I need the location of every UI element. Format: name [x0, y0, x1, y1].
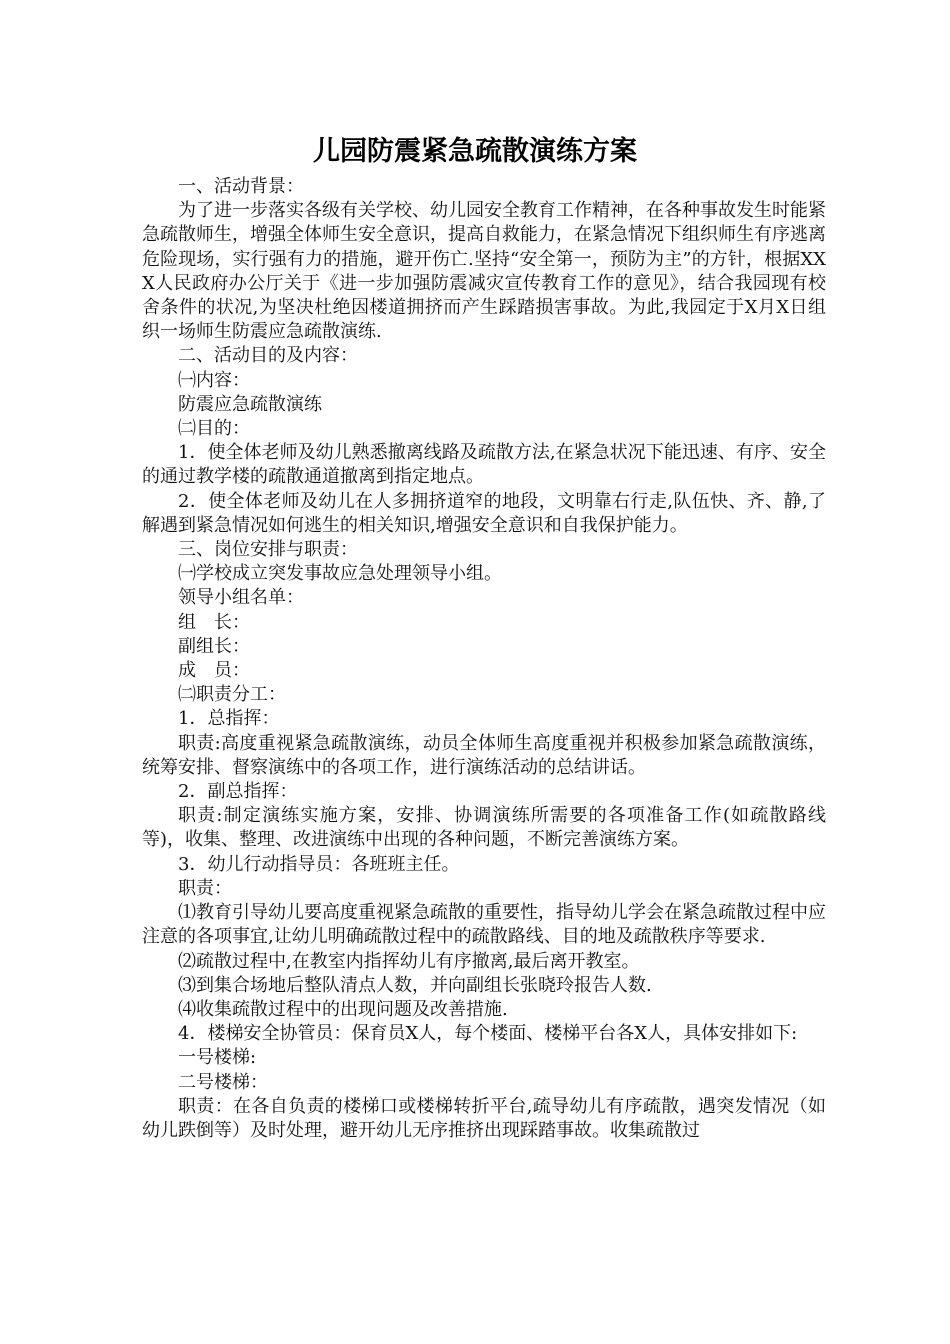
subheading-content: ㈠内容： — [178, 369, 250, 391]
section-heading-purpose: 二、活动目的及内容： — [178, 345, 358, 367]
leadership-list-label: 领导小组名单： — [178, 587, 304, 609]
purpose-item-2: 2．使全体老师及幼儿在人多拥挤道窄的地段，文明靠右行走,队伍快、齐、静,了解遇到紧急情况如何逃生的相关知识,增强安全意识和自我保护能力。 — [142, 490, 826, 536]
child-guide-duty-4: ⑷收集疏散过程中的出现问题及改善措施. — [178, 998, 508, 1020]
section-heading-duties: 三、岗位安排与职责： — [178, 539, 358, 561]
role-deputy-commander-duty: 职责:制定演练实施方案，安排、协调演练所需要的各项准备工作(如疏散路线等)，收集、整理、改进演练中出现的各种问题，不断完善演练方案。 — [142, 805, 826, 851]
content-line: 防震应急疏散演练 — [178, 393, 322, 415]
group-leader-line: 组 长： — [178, 611, 250, 633]
document-body — [142, 175, 826, 1143]
role-child-guide-duty-label: 职责： — [178, 877, 232, 899]
purpose-item-1: 1．使全体老师及幼儿熟悉撤离线路及疏散方法,在紧急状况下能迅速、有序、安全的通过教学楼的疏散通道撤离到指定地点。 — [142, 442, 826, 488]
child-guide-duty-3: ⑶到集合场地后整队清点人数，并向副组长张晓玲报告人数. — [178, 974, 652, 996]
section-heading-background: 一、活动背景： — [178, 176, 304, 197]
child-guide-duty-1: ⑴教育引导幼儿要高度重视紧急疏散的重要性，指导幼儿学会在紧急疏散过程中应注意的各项事宜,让幼儿明确疏散过程中的疏散路线、目的地及疏散秩序等要求. — [142, 902, 826, 948]
role-commander-duty: 职责:高度重视紧急疏散演练，动员全体师生高度重视并积极参加紧急疏散演练，统筹安排、督察演练中的各项工作，进行演练活动的总结讲话。 — [142, 732, 826, 778]
subheading-purpose: ㈡目的： — [178, 418, 250, 440]
stair-coordinator-duty: 职责：在各自负责的楼梯口或楼梯转折平台,疏导幼儿有序疏散，遇突发情况（如幼儿跌倒等）及时处理，避开幼儿无序推挤出现踩踏事故。收集疏散过 — [142, 1095, 826, 1141]
members-line: 成 员： — [178, 660, 250, 682]
deputy-leader-line: 副组长： — [178, 635, 250, 657]
leadership-group-line: ㈠学校成立突发事故应急处理领导小组。 — [178, 563, 502, 585]
role-stair-coordinator: 4．楼梯安全协管员：保育员X人，每个楼面、楼梯平台各X人，具体安排如下: — [178, 1023, 798, 1045]
stairway-2-line: 二号楼梯： — [178, 1071, 268, 1093]
role-commander: 1．总指挥： — [178, 708, 280, 730]
background-paragraph: 为了进一步落实各级有关学校、幼儿园安全教育工作精神，在各种事故发生时能紧急疏散师生，增强全体师生安全意识，提高自救能力，在紧急情况下组织师生有序逃离危险现场，实行强有力的措施，避开伤亡.坚持“安全第一，预防为主”的方针，根据XXX人民政府办公厅关于《进一步加强防震减灾宣传教育工作的意见》，结合我园现有校舍条件的状况,为坚决杜绝因楼道拥挤而产生踩踏损害事故。为此,我园定于X月X日组织一场师生防震应急疏散演练. — [142, 200, 826, 343]
stairway-1-line: 一号楼梯: — [178, 1047, 257, 1069]
document-title: 儿园防震紧急疏散演练方案 — [313, 136, 637, 167]
role-child-guide: 3．幼儿行动指导员：各班班主任。 — [178, 853, 460, 875]
child-guide-duty-2: ⑵疏散过程中,在教室内指挥幼儿有序撤离,最后离开教室。 — [178, 950, 640, 972]
role-deputy-commander: 2．副总指挥： — [178, 781, 298, 803]
subheading-division: ㈡职责分工： — [178, 684, 286, 706]
